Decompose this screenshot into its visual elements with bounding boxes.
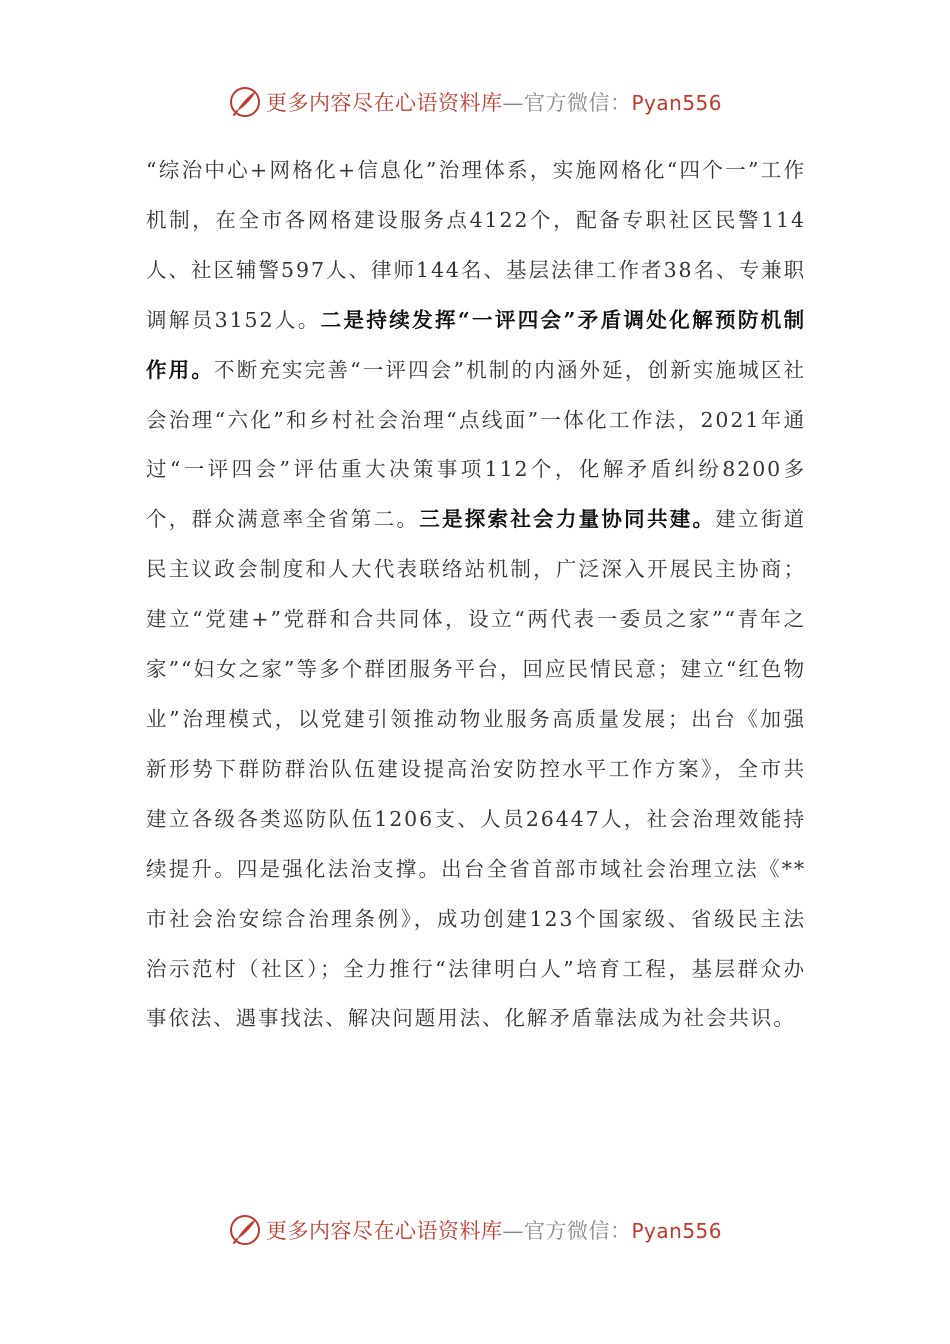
text-segment: 建立街道民主议政会制度和人大代表联络站机制，广泛深入开展民主协商；建立“党建+”党群和合共同体，设立“两代表一委员之家”“青年之家”“妇女之家”等多个群团服务平台，回应民情民意；建立“红色物业”治理模式，以党建引领推动物业服务高质量发展；出台《加强新形势下群防群治队伍建设提高治安防控水平工作方案》，全市共建立各级各类巡防队伍1206支、人员26447人，社会治理效能持续提升。四是强化法治支撑。出台全省首部市域社会治理立法《**市社会治安综合治理条例》，成功创建123个国家级、省级民主法治示范村（社区）；全力推行“法律明白人”培育工程，基层群众办事依法、遇事找法、解决问题用法、化解矛盾靠法成为社会共识。 [146, 507, 806, 1031]
header-text [266, 87, 722, 117]
header-red-text: 更多内容尽在心语资料库 [265, 91, 503, 115]
footer-red-text: 更多内容尽在心语资料库 [265, 1219, 503, 1243]
header-banner [0, 80, 950, 124]
header-dash: — [502, 91, 524, 115]
header-wechat-label: 官方微信： [523, 91, 632, 115]
quill-pen-logo-icon [228, 1213, 262, 1247]
header-wechat-handle: Pyan556 [631, 91, 722, 115]
bold-heading-two: 二是持续发挥“一评四会”矛盾调处化解预防机制作用。 [146, 307, 806, 382]
footer-wechat-handle: Pyan556 [631, 1219, 722, 1243]
quill-pen-logo-icon [228, 85, 262, 119]
footer-dash: — [502, 1219, 524, 1243]
footer-banner [0, 1208, 950, 1252]
footer-text [266, 1215, 722, 1245]
text-segment: 不断充实完善“一评四会”机制的内涵外延，创新实施城区社会治理“六化”和乡村社会治理“点线面”一体化工作法，2021年通过“一评四会”评估重大决策事项112个，化解矛盾纠纷8200多个，群众满意率全省第二。 [146, 357, 806, 532]
body-paragraph [146, 146, 806, 1044]
text-segment: “综治中心+网格化+信息化”治理体系，实施网格化“四个一”工作机制，在全市各网格建设服务点4122个，配备专职社区民警114人、社区辅警597人、律师144名、基层法律工作者38名、专兼职调解员3152人。 [146, 158, 806, 332]
bold-heading-three: 三是探索社会力量协同共建。 [419, 507, 716, 532]
footer-wechat-label: 官方微信： [523, 1219, 632, 1243]
